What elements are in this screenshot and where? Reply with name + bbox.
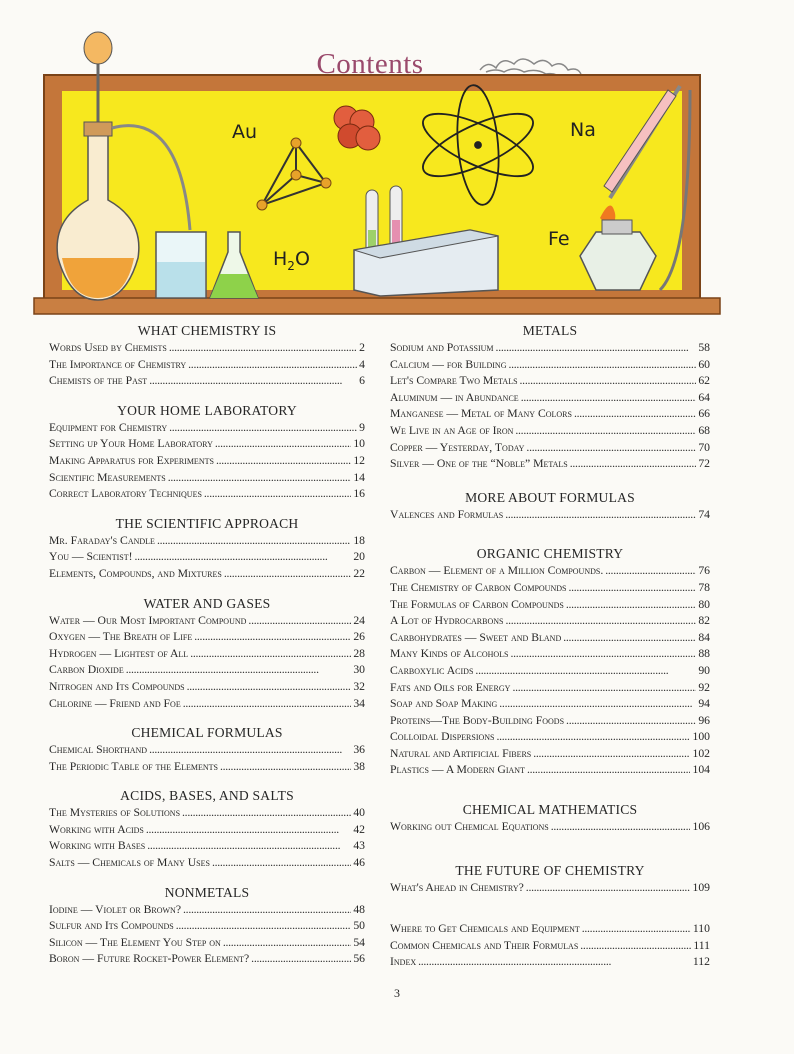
toc-entry-title: Oxygen — The Breath of Life [49, 630, 193, 644]
leader-dots [190, 646, 351, 663]
toc-entry[interactable] [49, 357, 365, 374]
toc-entry[interactable] [390, 440, 710, 457]
toc-entry[interactable] [390, 507, 710, 524]
toc-entry[interactable] [49, 805, 365, 822]
toc-entry-page: 78 [698, 580, 710, 594]
toc-section [49, 402, 365, 503]
toc-entry-title: Mr. Faraday's Candle [49, 533, 155, 547]
section-heading: MORE ABOUT FORMULAS [465, 489, 635, 505]
leader-dots [499, 696, 696, 713]
toc-entry-page: 6 [359, 374, 365, 388]
toc-entry-title: Words Used by Chemists [49, 341, 167, 354]
leader-dots [520, 373, 697, 390]
leader-dots [582, 921, 691, 938]
toc-entry-page: 9 [359, 420, 365, 434]
toc-entry-title: You — Scientist! [49, 550, 133, 564]
leader-dots [169, 340, 357, 357]
toc-entry[interactable] [49, 533, 365, 550]
toc-entry-page: 2 [359, 341, 365, 354]
toc-entry[interactable] [390, 357, 710, 374]
toc-entry-title: Equipment for Chemistry [49, 420, 168, 434]
toc-entry[interactable] [390, 373, 710, 390]
leader-dots [224, 566, 351, 583]
shelf [34, 298, 720, 314]
section-heading: THE SCIENTIFIC APPROACH [115, 515, 299, 531]
toc-entry-page: 60 [698, 357, 710, 371]
toc-section [390, 862, 710, 897]
leader-dots [505, 507, 696, 524]
toc-section [390, 921, 710, 971]
leader-dots [551, 819, 691, 836]
toc-entry-page: 46 [353, 856, 365, 870]
toc-entry-page: 58 [698, 341, 710, 354]
toc-entry-page: 94 [698, 697, 710, 711]
toc-entry-title: Fats and Oils for Energy [390, 680, 511, 694]
toc-entry[interactable] [390, 663, 710, 680]
toc-entry[interactable] [390, 456, 710, 473]
toc-entry-title: Copper — Yesterday, Today [390, 440, 525, 454]
toc-entry-title: Soap and Soap Making [390, 697, 498, 711]
toc-entry-title: Silicon — The Element You Step on [49, 935, 221, 949]
leader-dots [568, 580, 696, 597]
toc-entry-page: 88 [698, 647, 710, 661]
toc-entry-page: 36 [353, 743, 365, 757]
leader-dots [574, 406, 696, 423]
toc-entry[interactable] [49, 742, 365, 759]
toc-entry-page: 18 [353, 533, 365, 547]
section-heading: NONMETALS [164, 884, 250, 900]
leader-dots [497, 729, 691, 746]
toc-entry[interactable] [390, 340, 710, 357]
toc-entry[interactable] [390, 597, 710, 614]
toc-entry-page: 43 [353, 839, 365, 853]
contents-right-column [390, 322, 710, 971]
toc-entry-page: 10 [353, 437, 365, 451]
toc-entry[interactable] [390, 390, 710, 407]
leader-dots [149, 742, 351, 759]
toc-entry[interactable] [49, 340, 365, 357]
toc-entry-title: Setting up Your Home Laboratory [49, 437, 213, 451]
toc-entry[interactable] [49, 646, 365, 663]
toc-entry[interactable] [390, 406, 710, 423]
section-heading: WHAT CHEMISTRY IS [137, 323, 277, 338]
toc-entry[interactable] [390, 713, 710, 730]
leader-dots [527, 762, 691, 779]
toc-entry-page: 106 [692, 820, 710, 834]
toc-entry-title: Valences and Formulas [390, 507, 504, 521]
toc-entry[interactable] [390, 630, 710, 647]
toc-entry-title: Hydrogen — Lightest of All [49, 646, 189, 660]
toc-entry-title: Colloidal Dispersions [390, 730, 495, 744]
toc-entry-title: Silver — One of the “Noble” Metals [390, 457, 568, 471]
leader-dots [566, 597, 696, 614]
leader-dots [533, 746, 690, 763]
leader-dots [566, 713, 696, 730]
toc-entry-title: Calcium — for Building [390, 357, 507, 371]
toc-entry-title: Where to Get Chemicals and Equipment [390, 922, 580, 936]
leader-dots [126, 662, 352, 679]
toc-entry-page: 66 [698, 407, 710, 421]
leader-dots [146, 822, 351, 839]
toc-entry-page: 70 [698, 440, 710, 454]
toc-entry-page: 32 [353, 679, 365, 693]
leader-dots [496, 340, 697, 357]
toc-entry-title: Sodium and Potassium [390, 341, 494, 354]
toc-entry-page: 26 [353, 630, 365, 644]
toc-entry-title: A Lot of Hydrocarbons [390, 614, 504, 628]
toc-entry-page: 48 [353, 902, 365, 916]
toc-entry[interactable] [390, 696, 710, 713]
toc-entry[interactable] [49, 486, 365, 503]
toc-entry-page: 112 [692, 955, 710, 969]
toc-entry-title: Carbohydrates — Sweet and Bland [390, 630, 562, 644]
leader-dots [183, 696, 352, 713]
section-heading: THE FUTURE OF CHEMISTRY [455, 862, 645, 878]
toc-entry-title: Let's Compare Two Metals [390, 374, 518, 388]
toc-section [49, 787, 365, 871]
toc-entry-title: Making Apparatus for Experiments [49, 453, 214, 467]
toc-entry[interactable] [390, 423, 710, 440]
label-h2o: $H_2O$ [273, 248, 310, 273]
page-number: 3 [394, 986, 400, 1000]
toc-entry[interactable] [390, 921, 710, 938]
leader-dots [526, 440, 696, 457]
toc-section [390, 489, 710, 524]
toc-entry[interactable] [49, 629, 365, 646]
toc-entry-title: Working out Chemical Equations [390, 820, 549, 834]
label-au: Au [232, 121, 258, 143]
toc-entry-title: Boron — Future Rocket-Power Element? [49, 952, 250, 966]
toc-entry[interactable] [390, 954, 710, 971]
toc-section [49, 884, 365, 968]
leader-dots [147, 838, 351, 855]
leader-dots [475, 663, 696, 680]
toc-entry-page: 12 [353, 453, 365, 467]
toc-section [49, 595, 365, 713]
leader-dots [563, 630, 696, 647]
toc-entry-page: 102 [692, 746, 710, 760]
toc-entry-title: Natural and Artificial Fibers [390, 746, 532, 760]
toc-entry-page: 14 [353, 470, 365, 484]
toc-entry-title: Aluminum — in Abundance [390, 390, 519, 404]
toc-entry-title: The Formulas of Carbon Compounds [390, 597, 564, 611]
toc-entry-title: The Chemistry of Carbon Compounds [390, 580, 567, 594]
toc-section [49, 322, 365, 390]
leader-dots [570, 456, 697, 473]
leader-dots [215, 436, 351, 453]
toc-entry[interactable] [49, 566, 365, 583]
leader-dots [157, 533, 351, 550]
toc-entry-title: Many Kinds of Alcohols [390, 647, 509, 661]
section-heading: YOUR HOME LABORATORY [117, 402, 297, 418]
toc-entry[interactable] [49, 420, 365, 437]
section-heading: ACIDS, BASES, AND SALTS [120, 788, 294, 804]
toc-entry-title: Scientific Measurements [49, 470, 166, 484]
toc-entry-page: 38 [353, 759, 365, 773]
leader-dots [216, 453, 351, 470]
toc-entry-title: Working with Bases [49, 839, 146, 853]
toc-entry[interactable] [49, 679, 365, 696]
toc-entry-title: The Periodic Table of the Elements [49, 759, 218, 773]
toc-entry-page: 84 [698, 630, 710, 644]
toc-entry[interactable] [49, 470, 365, 487]
leader-dots [169, 420, 357, 437]
leader-dots [506, 613, 697, 630]
section-heading: WATER AND GASES [143, 595, 271, 611]
toc-entry-title: Sulfur and Its Compounds [49, 919, 174, 933]
toc-entry-title: Water — Our Most Important Compound [49, 613, 247, 627]
toc-entry-page: 56 [353, 952, 365, 966]
toc-entry[interactable] [390, 746, 710, 763]
toc-entry-page: 80 [698, 597, 710, 611]
toc-entry-page: 16 [353, 487, 365, 501]
toc-section [390, 545, 710, 779]
toc-entry-page: 4 [359, 357, 365, 371]
toc-entry-page: 96 [698, 713, 710, 727]
toc-entry[interactable] [49, 902, 365, 919]
toc-section [390, 322, 710, 473]
leader-dots [526, 880, 691, 897]
toc-entry[interactable] [49, 838, 365, 855]
leader-dots [183, 902, 351, 919]
toc-entry[interactable] [390, 563, 710, 580]
leader-dots [512, 680, 696, 697]
toc-entry[interactable] [49, 453, 365, 470]
toc-entry-page: 110 [692, 922, 710, 936]
section-heading: ORGANIC CHEMISTRY [476, 546, 624, 562]
toc-entry-title: Iodine — Violet or Brown? [49, 902, 182, 916]
toc-section [390, 801, 710, 836]
toc-entry-title: Chlorine — Friend and Foe [49, 696, 181, 710]
toc-entry-page: 40 [353, 806, 365, 820]
toc-entry-title: Elements, Compounds, and Mixtures [49, 566, 222, 580]
toc-entry-title: Common Chemicals and Their Formulas [390, 938, 579, 952]
contents-left-column [49, 322, 365, 968]
toc-entry[interactable] [49, 696, 365, 713]
toc-entry-page: 34 [353, 696, 365, 710]
toc-entry[interactable] [49, 918, 365, 935]
toc-entry-title: Carbon — Element of a Million Compounds. [390, 564, 604, 578]
leader-dots [521, 390, 697, 407]
toc-entry-page: 54 [353, 935, 365, 949]
toc-entry-title: Carbon Dioxide [49, 663, 124, 677]
leader-dots [511, 646, 697, 663]
leader-dots [212, 855, 351, 872]
toc-entry[interactable] [49, 662, 365, 679]
toc-entry[interactable] [49, 436, 365, 453]
leader-dots [204, 486, 351, 503]
toc-entry[interactable] [49, 613, 365, 630]
leader-dots [248, 613, 351, 630]
toc-entry-page: 24 [353, 613, 365, 627]
toc-entry-title: Carboxylic Acids [390, 663, 474, 677]
toc-entry-title: Chemists of the Past [49, 374, 148, 388]
toc-entry[interactable] [49, 855, 365, 872]
toc-entry-page: 111 [693, 938, 710, 952]
toc-entry-page: 92 [698, 680, 710, 694]
toc-entry-page: 42 [353, 822, 365, 836]
toc-entry[interactable] [390, 580, 710, 597]
toc-entry-title: Salts — Chemicals of Many Uses [49, 856, 210, 870]
toc-entry-title: Working with Acids [49, 822, 144, 836]
section-heading: METALS [522, 323, 578, 338]
leader-dots [220, 759, 351, 776]
leader-dots [194, 629, 351, 646]
leader-dots [187, 679, 352, 696]
section-heading: CHEMICAL MATHEMATICS [462, 802, 638, 818]
page-title: Contents [316, 48, 424, 80]
toc-entry[interactable] [390, 762, 710, 779]
leader-dots [149, 373, 357, 390]
toc-entry[interactable] [49, 822, 365, 839]
toc-entry[interactable] [49, 951, 365, 968]
toc-entry[interactable] [390, 646, 710, 663]
toc-entry-title: Proteins—The Body-Building Foods [390, 713, 565, 727]
label-na: Na [570, 119, 596, 141]
toc-entry-title: Chemical Shorthand [49, 743, 148, 757]
leader-dots [580, 938, 691, 955]
toc-entry[interactable] [390, 680, 710, 697]
leader-dots [223, 935, 351, 952]
toc-entry-title: Nitrogen and Its Compounds [49, 679, 185, 693]
leader-dots [134, 549, 351, 566]
leader-dots [251, 951, 351, 968]
toc-entry-page: 62 [698, 374, 710, 388]
toc-entry[interactable] [390, 880, 710, 897]
section-heading: CHEMICAL FORMULAS [131, 725, 283, 741]
toc-entry-page: 82 [698, 614, 710, 628]
toc-section [49, 724, 365, 775]
beaker [156, 232, 206, 298]
toc-entry-page: 90 [698, 663, 710, 677]
leader-dots [188, 357, 357, 374]
toc-entry-page: 100 [692, 730, 710, 744]
leader-dots [515, 423, 696, 440]
leader-dots [605, 563, 696, 580]
toc-entry-title: What's Ahead in Chemistry? [390, 880, 524, 894]
toc-entry[interactable] [390, 938, 710, 955]
leader-dots [509, 357, 697, 374]
toc-entry-title: The Mysteries of Solutions [49, 806, 181, 820]
toc-entry-title: Plastics — A Modern Giant [390, 763, 525, 777]
toc-entry-page: 28 [353, 646, 365, 660]
toc-entry-page: 68 [698, 423, 710, 437]
toc-entry-page: 76 [698, 564, 710, 578]
leader-dots [182, 805, 351, 822]
toc-entry[interactable] [49, 549, 365, 566]
toc-entry-page: 64 [698, 390, 710, 404]
toc-entry-page: 74 [698, 507, 710, 521]
toc-entry[interactable] [390, 729, 710, 746]
toc-entry-title: The Importance of Chemistry [49, 357, 187, 371]
toc-entry[interactable] [49, 935, 365, 952]
toc-entry[interactable] [390, 819, 710, 836]
toc-entry-title: Index [390, 955, 417, 969]
toc-entry-title: Manganese — Metal of Many Colors [390, 407, 572, 421]
toc-entry-title: We Live in an Age of Iron [390, 423, 514, 437]
label-fe: Fe [548, 228, 570, 250]
toc-entry[interactable] [390, 613, 710, 630]
toc-entry[interactable] [49, 759, 365, 776]
toc-section [49, 515, 365, 583]
toc-entry-page: 22 [353, 566, 365, 580]
leader-dots [418, 954, 691, 971]
toc-entry-page: 20 [353, 550, 365, 564]
toc-entry-page: 50 [353, 919, 365, 933]
toc-entry[interactable] [49, 373, 365, 390]
toc-entry-page: 72 [698, 457, 710, 471]
toc-entry-page: 104 [692, 763, 710, 777]
toc-entry-page: 109 [692, 880, 710, 894]
leader-dots [176, 918, 352, 935]
toc-entry-page: 30 [353, 663, 365, 677]
leader-dots [168, 470, 352, 487]
toc-entry-title: Correct Laboratory Techniques [49, 487, 202, 501]
